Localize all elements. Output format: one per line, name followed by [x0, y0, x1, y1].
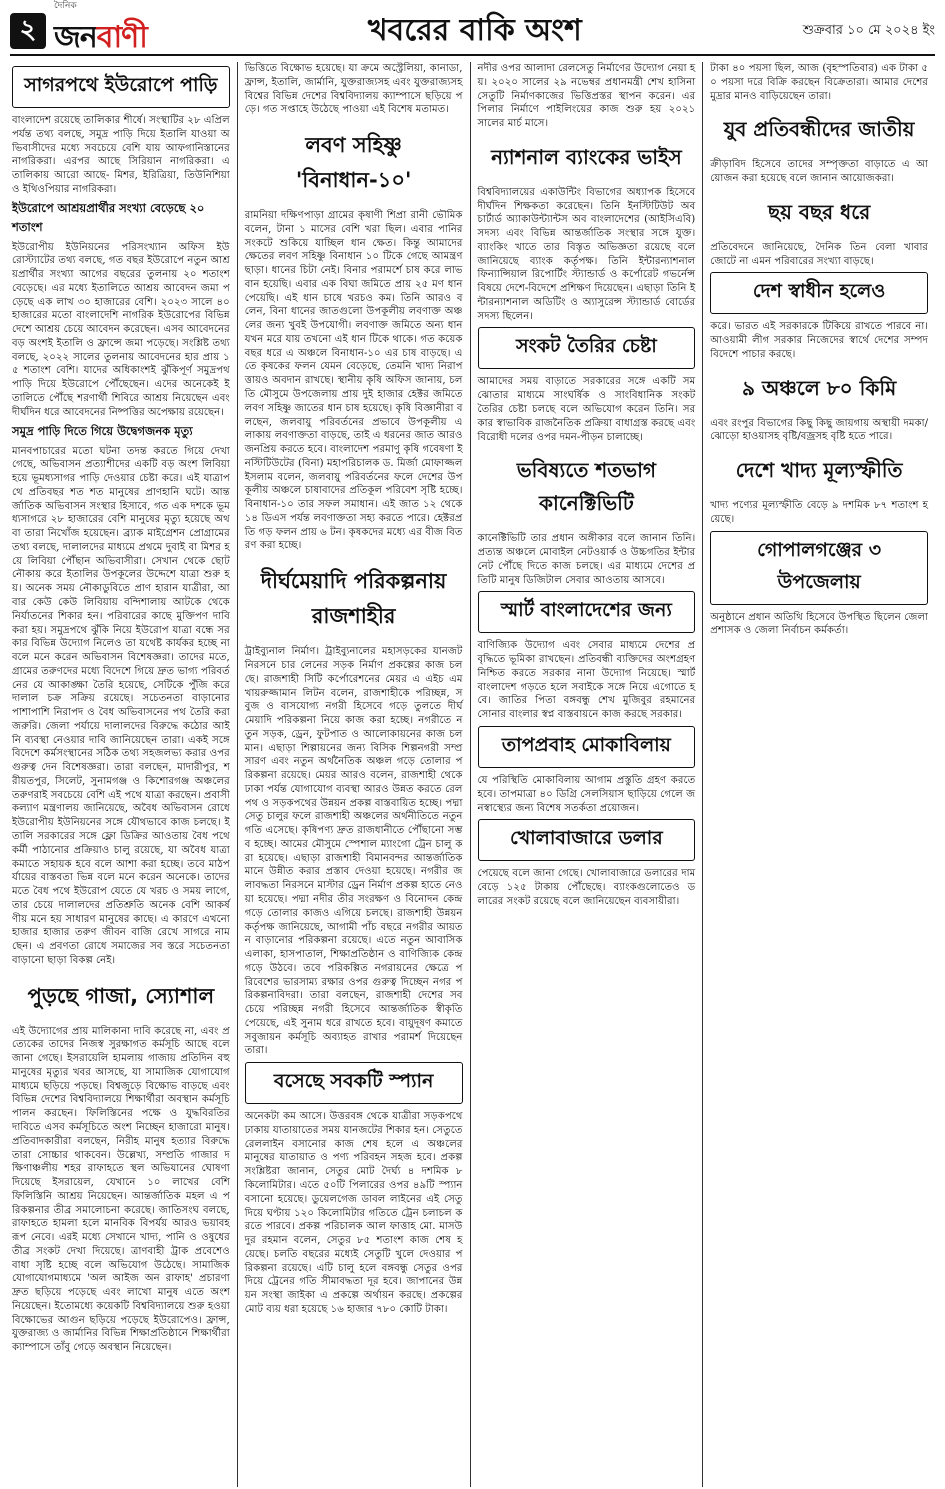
masthead: [10, 1, 935, 56]
article-text: ইউরোপীয় ইউনিয়নের পরিসংখ্যান অফিস ইউরোস্ট্যাটের তথ্য বলছে, গত বছর ইউরোপে নতুন আশ্রয়প্রার্থীর সংখ্যা আগের বছরের তুলনায় ২০ শতাংশ বেড়েছে। এর মধ্যে ইতালিতে আশ্রয় আবেদন জমা পড়েছে এক লাখ ৩০ হাজারের বেশি। ২০২৩ সালে ৪০ হাজারের মতো বাংলাদেশি নাগরিক ইউরোপের বিভিন্ন দেশে আশ্রয় চেয়ে আবেদন করেছেন। এসব আবেদনের বড় অংশই ইতালি ও ফ্রান্সে জমা পড়েছে। সংশ্লিষ্ট তথ্য বলছে, ২০২২ সালের তুলনায় আবেদনের হার প্রায় ১৫ শতাংশ বেশি। যাদের অধিকাংশই ঝুঁকিপূর্ণ সমুদ্রপথ পাড়ি দিয়ে ইউরোপে পৌঁছেছেন। এদের অনেকেই ইতালিতে পৌঁছে শরণার্থী শিবিরে আশ্রয় নিয়েছেন এবং দীর্ঘদিন ধরে আবেদনের নিষ্পত্তির অপেক্ষায় রয়েছেন।: [12, 241, 230, 418]
article-text: অনুষ্ঠানে প্রধান অতিথি হিসেবে উপস্থিত ছিলেন জেলা প্রশাসক ও জেলা নির্বাচন কর্মকর্তা।: [710, 611, 928, 637]
logo-wordmark: [54, 13, 147, 64]
subheading: ইউরোপে আশ্রয়প্রার্থীর সংখ্যা বেড়েছে ২০ শতাংশ: [12, 200, 205, 234]
logo-part2: বাণী: [96, 20, 147, 55]
headline-sagarpathe: সাগরপথে ইউরোপে পাড়ি: [12, 66, 230, 108]
article-text: কানেক্টিভিটি তার প্রধান অঙ্গীকার বলে জানান তিনি। প্রত্যন্ত অঞ্চলে মোবাইল নেটওয়ার্ক ও উচ্চগতির ইন্টারনেট পৌঁছে দিতে কাজ চলছে। এর মাধ্যমে দেশের প্রতিটি মানুষ ডিজিটাল সেবার আওতায় আসবে।: [477, 533, 696, 586]
headline-binadhan: লবণ সহিষ্ণু 'বিনাধান-১০': [295, 133, 412, 193]
headline-national-bank: ন্যাশনাল ব্যাংকের ভাইস: [491, 144, 682, 169]
subheading: সমুদ্র পাড়ি দিতে গিয়ে উদ্বেগজনক মৃত্যু: [12, 423, 193, 438]
article-text: প্রতিবেদনে জানিয়েছে, দৈনিক তিন বেলা খাবার জোটে না এমন পরিবারের সংখ্যা বাড়ছে।: [710, 241, 928, 267]
article-text: ক্রীড়াবিদ হিসেবে তাদের সম্পৃক্ততা বাড়াতে এ আয়োজন করা হয়েছে বলে জানান আয়োজকরা।: [710, 159, 928, 185]
headline-gaza: পুড়ছে গাজা, স্যোশাল: [27, 983, 215, 1008]
article-text: অনেকটা কম আসে। উত্তরবঙ্গ থেকে যাত্রীরা সড়কপথে ঢাকায় যাতায়াতের সময় যানজটের শিকার হন। সেতুতে রেললাইন বসানোর কাজ শেষ হলে এ অঞ্চলের মানুষের যাতায়াত ও পণ্য পরিবহন সহজ হবে। প্রকল্প সংশ্লিষ্টরা জানান, সেতুর মোট দৈর্ঘ্য ৪ দশমিক ৮ কিলোমিটার। এতে ৫০টি পিলারের ওপর ৪৯টি স্প্যান বসানো হয়েছে। ডুয়েলগেজ ডাবল লাইনের এই সেতু দিয়ে ঘণ্টায় ১২০ কিলোমিটার গতিতে ট্রেন চলাচল করতে পারবে। প্রকল্প পরিচালক আল ফাত্তাহ মো. মাসউদুর রহমান বলেন, সেতুর ৮৫ শতাংশ কাজ শেষ হয়েছে। চলতি বছরের মধ্যেই সেতুটি খুলে দেওয়ার পরিকল্পনা রয়েছে। এটি চালু হলে বঙ্গবন্ধু সেতুর ওপর দিয়ে ট্রেনের গতি সীমাবদ্ধতা দূর হবে। জাপানের উন্নয়ন সংস্থা জাইকা এ প্রকল্পে অর্থায়ন করছে। প্রকল্পের মোট ব্যয় ধরা হয়েছে ১৬ হাজার ৭৮০ কোটি টাকা।: [244, 1111, 463, 1315]
section-title: খবরের বাকি অংশ: [367, 12, 582, 48]
article-text: খাদ্য পণ্যের মূল্যস্ফীতি বেড়ে ৯ দশমিক ৮৭ শতাংশ হয়েছে।: [710, 500, 928, 525]
column-4: [703, 62, 935, 1487]
article-text: বাংলাদেশ রয়েছে তালিকার শীর্ষে। সংস্থাটির ২৮ এপ্রিল পর্যন্ত তথ্য বলছে, সমুদ্র পাড়ি দিয়ে ইতালি যাওয়া অভিবাসীদের মধ্যে সবচেয়ে বেশি যায় আফগানিস্তানের নাগরিকরা। এরপর আছে সিরিয়ান নাগরিকরা। এ তালিকায় আরো আছে- মিশর, ইরিত্রিয়া, তিউনিশিয়া ও ইথিওপিয়ার নাগরিকরা।: [12, 115, 230, 195]
headline-crisis: সংকট তৈরির চেষ্টা: [478, 327, 696, 369]
headline-gopalganj: গোপালগঞ্জের ৩ উপজেলায়: [710, 531, 928, 605]
headline-dollar: খোলাবাজারে ডলার: [478, 819, 696, 861]
newspaper-logo: [54, 0, 147, 64]
headline-six-years: ছয় বছর ধরে: [767, 199, 871, 224]
article-text: টাকা ৪০ পয়সা ছিল, আজ (বৃহস্পতিবার) এক টাকা ৫০ পয়সা দরে বিক্রি করছেন বিক্রেতারা। আমার দেশের মুদ্রার মানও বাড়িয়েছেন তারা।: [710, 63, 928, 102]
page-number: ২: [10, 13, 46, 49]
headline-food-inflation: দেশে খাদ্য মূল্যস্ফীতি: [735, 458, 903, 483]
headline-rajshahi: দীর্ঘমেয়াদি পরিকল্পনায় রাজশাহীর: [260, 569, 447, 629]
article-text: রামনিয়া দক্ষিণপাড়া গ্রামের কৃষাণী শিপ্রা রানী ভৌমিক বলেন, টানা ১ মাসের বেশি খরা ছিল। এবার পানির সংকটে শুকিয়ে যাচ্ছিল ধান ক্ষেত। কিন্তু আমাদের ক্ষেতের লবণ সহিষ্ণু বিনাধান ১০ টিকে গেছে আমন্ত্রণ ছাড়া। ধানের চিটা নেই। বিনার পরামর্শে চাষ করে লাভবান হয়েছি। এবার এক বিঘা জমিতে প্রায় ২৫ মণ ধান পেয়েছি। এই ধান চাষে খরচও কম। তিনি আরও বলেন, বিনা ধানের জাতগুলো উপকূলীয় লবণাক্ত অঞ্চলের জন্য খুবই উপযোগী। লবণাক্ত জমিতে অন্য ধান যখন মরে যায় তখনো এই ধান টিকে থাকে। গত কয়েক বছর ধরে এ অঞ্চলে বিনাধান-১০ এর চাষ বাড়ছে। এতে কৃষকের ফলন যেমন বেড়েছে, তেমনি খাদ্য নিরাপত্তায়ও অবদান রাখছে। স্থানীয় কৃষি অফিস জানায়, চলতি মৌসুমে উপজেলায় প্রায় দুই হাজার হেক্টর জমিতে লবণ সহিষ্ণু জাতের ধান চাষ হয়েছে। কৃষি বিজ্ঞানীরা বলছেন, জলবায়ু পরিবর্তনের প্রভাবে উপকূলীয় এলাকায় লবণাক্ততা বাড়ছে, তাই এ ধরনের জাত আরও জনপ্রিয় করতে হবে। বাংলাদেশ পরমাণু কৃষি গবেষণা ইনস্টিটিউটের (বিনা) মহাপরিচালক ড. মির্জা মোফাজ্জল ইসলাম বলেন, জলবায়ু পরিবর্তনের ফলে দেশের উপকূলীয় অঞ্চলে চাষাবাদের প্রতিকূল পরিবেশ সৃষ্টি হচ্ছে। বিনাধান-১০ তার সফল সমাধান। এই জাত ১২ থেকে ১৪ ডিএস পর্যন্ত লবণাক্ততা সহ্য করতে পারে। হেক্টরপ্রতি গড় ফলন প্রায় ৬ টন। কৃষকদের মধ্যে এর বীজ বিতরণ করা হচ্ছে।: [244, 210, 463, 552]
article-text: এই উদ্যোগের প্রায় মালিকানা দাবি করেছে না, এবং প্রত্যেকের তাদের নিজস্ব সুরক্ষাগত কর্মসূচি আছে বলে জানা গেছে। ইসরায়েলি হামলায় গাজায় প্রতিদিন বহু মানুষের মৃত্যুর খবর আসছে, যা সামাজিক যোগাযোগমাধ্যমে ছড়িয়ে পড়ছে। বিশ্বজুড়ে বিক্ষোভ বাড়ছে এবং বিভিন্ন দেশের বিশ্ববিদ্যালয়ে শিক্ষার্থীরা অবস্থান কর্মসূচি পালন করছেন। ফিলিস্তিনের পক্ষে ও যুদ্ধবিরতির দাবিতে এসব কর্মসূচিতে অংশ নিচ্ছেন হাজারো মানুষ। প্রতিবাদকারীরা বলছেন, নিরীহ মানুষ হত্যার বিরুদ্ধে তারা সোচ্চার থাকবেন। উল্লেখ্য, সম্প্রতি গাজার দক্ষিণাঞ্চলীয় শহর রাফাহতে স্থল অভিযানের ঘোষণা দিয়েছে ইসরায়েল, যেখানে ১০ লাখের বেশি ফিলিস্তিনি আশ্রয় নিয়েছেন। আন্তর্জাতিক মহল এ পরিকল্পনার তীব্র সমালোচনা করেছে। জাতিসংঘ বলছে, রাফাহতে হামলা হলে মানবিক বিপর্যয় আরও ভয়াবহ রূপ নেবে। এরই মধ্যে সেখানে খাদ্য, পানি ও ওষুধের তীব্র সংকট দেখা দিয়েছে। ত্রাণবাহী ট্রাক প্রবেশেও বাধা সৃষ্টি হচ্ছে বলে অভিযোগ উঠেছে। সামাজিক যোগাযোগমাধ্যমে 'অল আইজ অন রাফাহ' প্রচারণা দ্রুত ছড়িয়ে পড়েছে এবং লাখো মানুষ এতে অংশ নিয়েছেন। ইতোমধ্যে কয়েকটি বিশ্ববিদ্যালয়ে শুরু হওয়া বিক্ষোভের আগুন ছড়িয়ে পড়েছে ইউরোপেও। ফ্রান্স, যুক্তরাজ্য ও জার্মানির বিভিন্ন শিক্ষাপ্রতিষ্ঠানে শিক্ষার্থীরা ক্যাম্পাসে তাঁবু গেড়ে অবস্থান নিয়েছেন।: [12, 1025, 230, 1354]
article-text: যে পরিস্থিতি মোকাবিলায় আগাম প্রস্তুতি গ্রহণ করতে হবে। তাপমাত্রা ৪০ ডিগ্রি সেলসিয়াস ছাড়িয়ে গেলে জনস্বাস্থ্যের জন্য বিশেষ সতর্কতা প্রয়োজন।: [477, 774, 696, 814]
headline-heatwave: তাপপ্রবাহ মোকাবিলায়: [478, 726, 696, 768]
column-1: [10, 62, 238, 1487]
headline-youth-disabled: যুব প্রতিবন্ধীদের জাতীয়: [723, 117, 915, 142]
article-text: নদীর ওপর আলাদা রেলসেতু নির্মাণের উদ্যোগ নেয়া হয়। ২০২০ সালের ২৯ নভেম্বর প্রধানমন্ত্রী শেখ হাসিনা সেতুটি নির্মাণকাজের ভিত্তিপ্রস্তর স্থাপন করেন। এর পিলার নির্মাণে পাইলিংয়ের কাজ শুরু হয় ২০২১ সালের মার্চ মাসে।: [477, 63, 696, 130]
article-text: আমাদের সময় বাড়াতে সরকারের সঙ্গে একটি সমঝোতার মাধ্যমে সাংঘর্ষিক ও সাংবিধানিক সংকট তৈরির চেষ্টা চলছে বলে অভিযোগ করেন তিনি। সরকার স্বাভাবিক রাজনৈতিক প্রক্রিয়া বাধাগ্রস্ত করছে এবং বিরোধী দলের ওপর দমন-পীড়ন চালাচ্ছে।: [477, 376, 696, 443]
article-text: ট্রাইব্যুনাল নির্মাণ। ট্রাইব্যুনালের মহাসড়কের যানজট নিরসনে চার লেনের সড়ক নির্মাণ প্রকল্পের কাজ চলছে। রাজশাহী সিটি কর্পোরেশনের মেয়র এ এইচ এম খায়রুজ্জামান লিটন বলেন, রাজশাহীকে পরিচ্ছন্ন, সবুজ ও বাসযোগ্য নগরী হিসেবে গড়ে তুলতে দীর্ঘমেয়াদি পরিকল্পনা নিয়ে কাজ করা হচ্ছে। নগরীতে নতুন সড়ক, ড্রেন, ফুটপাত ও আলোকায়নের কাজ চলমান। এছাড়া শিল্পায়নের জন্য বিসিক শিল্পনগরী সম্প্রসারণ এবং নতুন অর্থনৈতিক অঞ্চল গড়ে তোলার পরিকল্পনা রয়েছে। মেয়র আরও বলেন, রাজশাহী থেকে ঢাকা পর্যন্ত যোগাযোগ ব্যবস্থা আরও উন্নত করতে রেলপথ ও সড়কপথের উন্নয়ন প্রকল্প বাস্তবায়িত হচ্ছে। পদ্মা সেতু চালুর ফলে রাজশাহী অঞ্চলের অর্থনীতিতে নতুন গতি এসেছে। কৃষিপণ্য দ্রুত রাজধানীতে পৌঁছানো সম্ভব হচ্ছে। আমের মৌসুমে স্পেশাল ম্যাংগো ট্রেন চালু করা হয়েছে। এছাড়া রাজশাহী বিমানবন্দর আন্তর্জাতিক মানে উন্নীত করার প্রস্তাব দেওয়া হয়েছে। নগরীর জলাবদ্ধতা নিরসনে মাস্টার ড্রেন নির্মাণ প্রকল্প হাতে নেওয়া হয়েছে। পদ্মা নদীর তীর সংরক্ষণ ও বিনোদন কেন্দ্র গড়ে তোলার কাজও এগিয়ে চলছে। রাজশাহী উন্নয়ন কর্তৃপক্ষ জানিয়েছে, আগামী পাঁচ বছরে নগরীর আয়তন বাড়ানোর পরিকল্পনা রয়েছে। এতে নতুন আবাসিক এলাকা, হাসপাতাল, শিক্ষাপ্রতিষ্ঠান ও বাণিজ্যিক কেন্দ্র গড়ে উঠবে। তবে পরিকল্পিত নগরায়নের ক্ষেত্রে পরিবেশের ভারসাম্য রক্ষার ওপর গুরুত্ব দিচ্ছেন নগর পরিকল্পনাবিদরা। তারা বলছেন, রাজশাহী দেশের সবচেয়ে পরিচ্ছন্ন নগরী হিসেবে আন্তর্জাতিক স্বীকৃতি পেয়েছে, এই সুনাম ধরে রাখতে হবে। বায়ুদূষণ কমাতে সবুজায়ন কর্মসূচি অব্যাহত রাখার পরামর্শ দিয়েছেন তারা।: [244, 646, 463, 1057]
headline-smart-bangladesh: স্মার্ট বাংলাদেশের জন্য: [478, 591, 696, 633]
article-text: মানবপাচারের মতো ঘটনা তদন্ত করতে গিয়ে দেখা গেছে, অভিবাসন প্রত্যাশীদের একটি বড় অংশ লিবিয়া হয়ে ভূমধ্যসাগর পাড়ি দেওয়ার চেষ্টা করে। এই যাত্রাপথে প্রতিবছর শত শত মানুষের প্রাণহানি ঘটে। আন্তর্জাতিক অভিবাসন সংস্থার হিসাবে, গত এক দশকে ভূমধ্যসাগরে ২৮ হাজারের বেশি মানুষের মৃত্যু হয়েছে অথবা তারা নিখোঁজ হয়েছেন। ব্র্যাক মাইগ্রেশন প্রোগ্রামের তথ্য বলছে, দালালদের মাধ্যমে প্রথমে দুবাই বা মিশর হয়ে লিবিয়া পৌঁছান অভিবাসীরা। সেখান থেকে ছোট নৌকায় করে ইতালির উপকূলের উদ্দেশে যাত্রা শুরু হয়। অনেক সময় নৌকাডুবিতে প্রাণ হারান যাত্রীরা, আবার কেউ কেউ লিবিয়ায় বন্দিশালায় আটকে থেকে নির্যাতনের শিকার হন। পরিবারের কাছে মুক্তিপণ দাবি করা হয়। সমুদ্রপথে ঝুঁকি নিয়ে ইউরোপ যাত্রা বন্ধে সরকার বিভিন্ন উদ্যোগ নিলেও তা যথেষ্ট কার্যকর হচ্ছে না বলে মনে করেন অভিবাসন বিশেষজ্ঞরা। তাদের মতে, গ্রামের তরুণদের মধ্যে বিদেশে গিয়ে দ্রুত ভাগ্য পরিবর্তনের যে আকাঙ্ক্ষা তৈরি হয়েছে, সেটিকে পুঁজি করে দালাল চক্র সক্রিয় রয়েছে। সচেতনতা বাড়ানোর পাশাপাশি নিরাপদ ও বৈধ অভিবাসনের পথ তৈরি করা জরুরি। জেলা পর্যায়ে দালালদের বিরুদ্ধে কঠোর আইনি ব্যবস্থা নেওয়ার দাবি জানিয়েছেন তারা। একই সঙ্গে বিদেশে কর্মসংস্থানের সঠিক তথ্য সহজলভ্য করার ওপর গুরুত্ব দেন বিশেষজ্ঞরা। তারা বলছেন, মাদারীপুর, শরীয়তপুর, সিলেট, সুনামগঞ্জ ও কিশোরগঞ্জ অঞ্চলের তরুণরাই সবচেয়ে বেশি এই পথে যাত্রা করছেন। প্রবাসী কল্যাণ মন্ত্রণালয় জানিয়েছে, অবৈধ অভিবাসন রোধে ইউরোপীয় ইউনিয়নের সঙ্গে যৌথভাবে কাজ চলছে। ইতালি সরকারের সঙ্গে ফ্লো ডিক্রির আওতায় বৈধ পথে কর্মী পাঠানোর প্রক্রিয়াও চালু রয়েছে, যা অবৈধ যাত্রা কমাতে সহায়ক হবে বলে আশা করা হচ্ছে। তবে মাঠপর্যায়ের বাস্তবতা ভিন্ন বলে মনে করেন অনেকে। তাদের মতে বৈধ পথে ইউরোপ যেতে যে খরচ ও সময় লাগে, তার চেয়ে দালালদের প্রতিশ্রুতি অনেক বেশি আকর্ষণীয় মনে হয় সাধারণ মানুষের কাছে। এ কারণে এখনো হাজার হাজার তরুণ জীবন বাজি রেখে সাগরে নামছেন। এ প্রবণতা রোধে সমাজের সব স্তরে সচেতনতা বাড়ানো ছাড়া বিকল্প নেই।: [12, 445, 230, 966]
headline-connectivity: ভবিষ্যতে শতভাগ কানেক্টিভিটি: [516, 458, 656, 516]
article-text: করে। ভারত এই সরকারকে টিকিয়ে রাখতে পারবে না। আওয়ামী লীগ সরকার নিজেদের স্বার্থে দেশের সম্পদ বিদেশে পাচার করছে।: [710, 321, 928, 360]
columns: [10, 62, 935, 1487]
article-text: এবং রংপুর বিভাগের কিছু কিছু জায়গায় অস্থায়ী দমকা/ঝোড়ো হাওয়াসহ বৃষ্টি/বজ্রসহ বৃষ্টি হতে পারে।: [710, 417, 928, 443]
logo-tagline: দৈনিক: [54, 1, 77, 11]
headline-span: বসেছে সবকটি স্প্যান: [245, 1062, 463, 1104]
logo-part1: জন: [54, 20, 97, 55]
column-3: [471, 62, 704, 1487]
headline-nine-regions: ৯ অঞ্চলে ৮০ কিমি: [742, 375, 897, 400]
article-text: ভিত্তিতে বিক্ষোভ হয়েছে। যা ক্রমে অস্ট্রেলিয়া, কানাডা, ফ্রান্স, ইতালি, জার্মানি, যুক্তরাজ্যসহ এবং যুক্তরাজ্যসহ বিশ্বের বিভিন্ন দেশের বিশ্ববিদ্যালয় ক্যাম্পাসে ছড়িয়ে পড়ে। গত সপ্তাহে উঠেছে পাওয়া এই বিশেষ মতামত।: [244, 63, 463, 116]
issue-date: শুক্রবার ১০ মে ২০২৪ ইং: [802, 22, 935, 38]
article-text: পেয়েছে বলে জানা গেছে। খোলাবাজারে ডলারের দাম বেড়ে ১২৫ টাকায় পৌঁছেছে। ব্যাংকগুলোতেও ডলারের সংকট রয়েছে বলে জানিয়েছেন ব্যবসায়ীরা।: [477, 868, 696, 907]
headline-independent: দেশ স্বাধীন হলেও: [710, 272, 928, 314]
column-2: [238, 62, 471, 1487]
article-text: বিশ্ববিদ্যালয়ের একাউন্টিং বিভাগের অধ্যাপক হিসেবে দীর্ঘদিন শিক্ষকতা করেছেন। তিনি ইনস্টিটিউট অব চার্টার্ড অ্যাকাউন্ট্যান্টস অব বাংলাদেশের (আইসিএবি) সদস্য এবং বিভিন্ন আন্তর্জাতিক সংস্থার সঙ্গে যুক্ত। ব্যাংকিং খাতে তার বিস্তৃত অভিজ্ঞতা রয়েছে বলে জানিয়েছে ব্যাংক কর্তৃপক্ষ। তিনি ইন্টারন্যাশনাল ফিন্যান্সিয়াল রিপোর্টিং স্ট্যান্ডার্ড ও কর্পোরেট গভর্নেন্স বিষয়ে দেশে-বিদেশে প্রশিক্ষণ দিয়েছেন। এছাড়া তিনি ইন্টারন্যাশনাল অডিটিং ও অ্যাসুরেন্স স্ট্যান্ডার্ড বোর্ডের সদস্য ছিলেন।: [477, 186, 696, 322]
article-text: বাণিজ্যিক উদ্যোগ এবং সেবার মাধ্যমে দেশের প্রবৃদ্ধিতে ভূমিকা রাখছেন। প্রতিবন্ধী ব্যক্তিদের অংশগ্রহণ নিশ্চিত করতে সরকার নানা উদ্যোগ নিয়েছে। স্মার্ট বাংলাদেশ গড়তে হলে সবাইকে সঙ্গে নিয়ে এগোতে হবে। জাতির পিতা বঙ্গবন্ধু শেখ মুজিবুর রহমানের সোনার বাংলার স্বপ্ন বাস্তবায়নে কাজ করছে সরকার।: [477, 640, 696, 721]
